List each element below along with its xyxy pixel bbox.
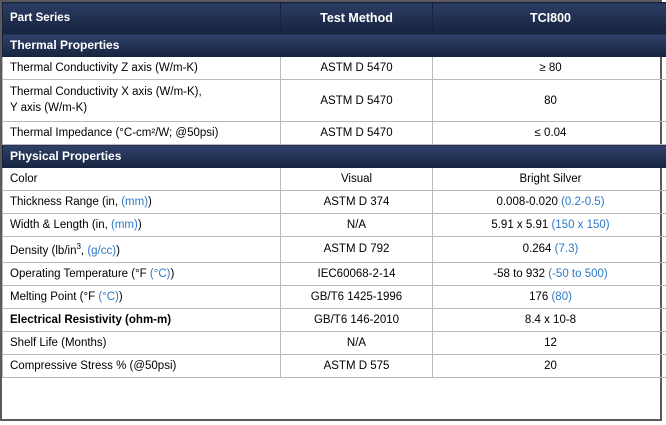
row-label-main: Melting Point (°F: [10, 290, 99, 303]
table-row: [3, 354, 666, 377]
row-label: Shelf Life (Months): [3, 331, 281, 354]
row-method: ASTM D 5470: [281, 57, 433, 80]
row-value: ≥ 80: [433, 57, 666, 80]
row-label: [3, 191, 281, 214]
table-header-row: [3, 3, 666, 34]
section-header-thermal-properties: [3, 34, 666, 57]
row-label-unit: (mm): [121, 196, 149, 209]
row-method: ASTM D 575: [281, 354, 433, 377]
row-label: Color: [3, 168, 281, 191]
row-label: [3, 237, 281, 263]
row-method: ASTM D 374: [281, 191, 433, 214]
row-label: Thermal Conductivity Z axis (W/m-K): [3, 57, 281, 80]
row-label: Compressive Stress % (@50psi): [3, 354, 281, 377]
header-tci800: TCI800: [433, 3, 666, 34]
row-value-main: 0.008-0.020: [496, 196, 562, 209]
row-label-unit: (mm): [111, 219, 138, 232]
table-row: [3, 122, 666, 145]
row-value-alt: (150 x 150): [551, 219, 610, 232]
row-label-main: Thickness Range (in,: [10, 196, 122, 209]
row-value: [433, 237, 666, 263]
row-label-unit: (g/cc): [87, 244, 117, 257]
row-label: Thermal Impedance (°C-cm²/W; @50psi): [3, 122, 281, 145]
table-row: [3, 331, 666, 354]
row-value-alt: (0.2-0.5): [561, 196, 605, 209]
row-label: [3, 80, 281, 122]
row-label-close: ): [170, 267, 175, 280]
table-row: [3, 237, 666, 263]
row-label-unit: (°C): [98, 290, 119, 303]
row-method: IEC60068-2-14: [281, 262, 433, 285]
table-row: [3, 191, 666, 214]
row-method: N/A: [281, 214, 433, 237]
header-part-series: Part Series: [3, 3, 281, 34]
row-label-line1: Thermal Conductivity X axis (W/m-K),: [10, 86, 202, 98]
row-label-line2: Y axis (W/m-K): [10, 101, 88, 114]
table-row: [3, 168, 666, 191]
row-value: [433, 285, 666, 308]
row-method: N/A: [281, 331, 433, 354]
table-row: [3, 262, 666, 285]
row-value-main: 0.264: [522, 243, 555, 256]
row-label: [3, 262, 281, 285]
row-label-main: Operating Temperature (°F: [10, 267, 150, 280]
row-label-superscript: 3: [76, 242, 81, 252]
row-value-main: -58 to 932: [493, 267, 549, 280]
row-value: Bright Silver: [433, 168, 666, 191]
row-value: 12: [433, 331, 666, 354]
row-method: ASTM D 792: [281, 237, 433, 263]
table-row: [3, 308, 666, 331]
table-row: [3, 80, 666, 122]
row-value: [433, 262, 666, 285]
row-label-close: ): [118, 290, 123, 303]
row-value: 80: [433, 80, 666, 122]
row-value: 8.4 x 10-8: [433, 308, 666, 331]
row-label: [3, 285, 281, 308]
row-label-close: ): [116, 244, 120, 257]
row-value-alt: (80): [551, 290, 572, 303]
row-label: [3, 214, 281, 237]
row-method: ASTM D 5470: [281, 80, 433, 122]
row-method: ASTM D 5470: [281, 122, 433, 145]
row-label-main: Width & Length (in,: [10, 219, 111, 232]
row-method: GB/T6 1425-1996: [281, 285, 433, 308]
part-series-spec-table: [2, 2, 666, 378]
row-value: [433, 214, 666, 237]
section-title: Thermal Properties: [3, 34, 666, 57]
row-label-close: ): [148, 196, 152, 209]
row-label-close: ): [137, 219, 142, 232]
row-label-unit: (°C): [149, 267, 171, 280]
row-method: GB/T6 146-2010: [281, 308, 433, 331]
row-label-sep: ,: [80, 244, 88, 257]
row-value-alt: (7.3): [554, 243, 579, 256]
row-label-main: Density (lb/in: [10, 244, 77, 257]
section-title: Physical Properties: [3, 145, 666, 168]
section-header-physical-properties: [3, 145, 666, 168]
row-value: [433, 191, 666, 214]
table-row: [3, 214, 666, 237]
row-method: Visual: [281, 168, 433, 191]
row-label: Electrical Resistivity (ohm-m): [3, 308, 281, 331]
table-row: [3, 285, 666, 308]
table-row: [3, 57, 666, 80]
row-value-main: 176: [529, 290, 552, 303]
row-value-alt: (-50 to 500): [548, 267, 608, 280]
header-test-method: Test Method: [281, 3, 433, 34]
row-value: ≤ 0.04: [433, 122, 666, 145]
row-value-main: 5.91 x 5.91: [491, 219, 552, 232]
row-value: 20: [433, 354, 666, 377]
